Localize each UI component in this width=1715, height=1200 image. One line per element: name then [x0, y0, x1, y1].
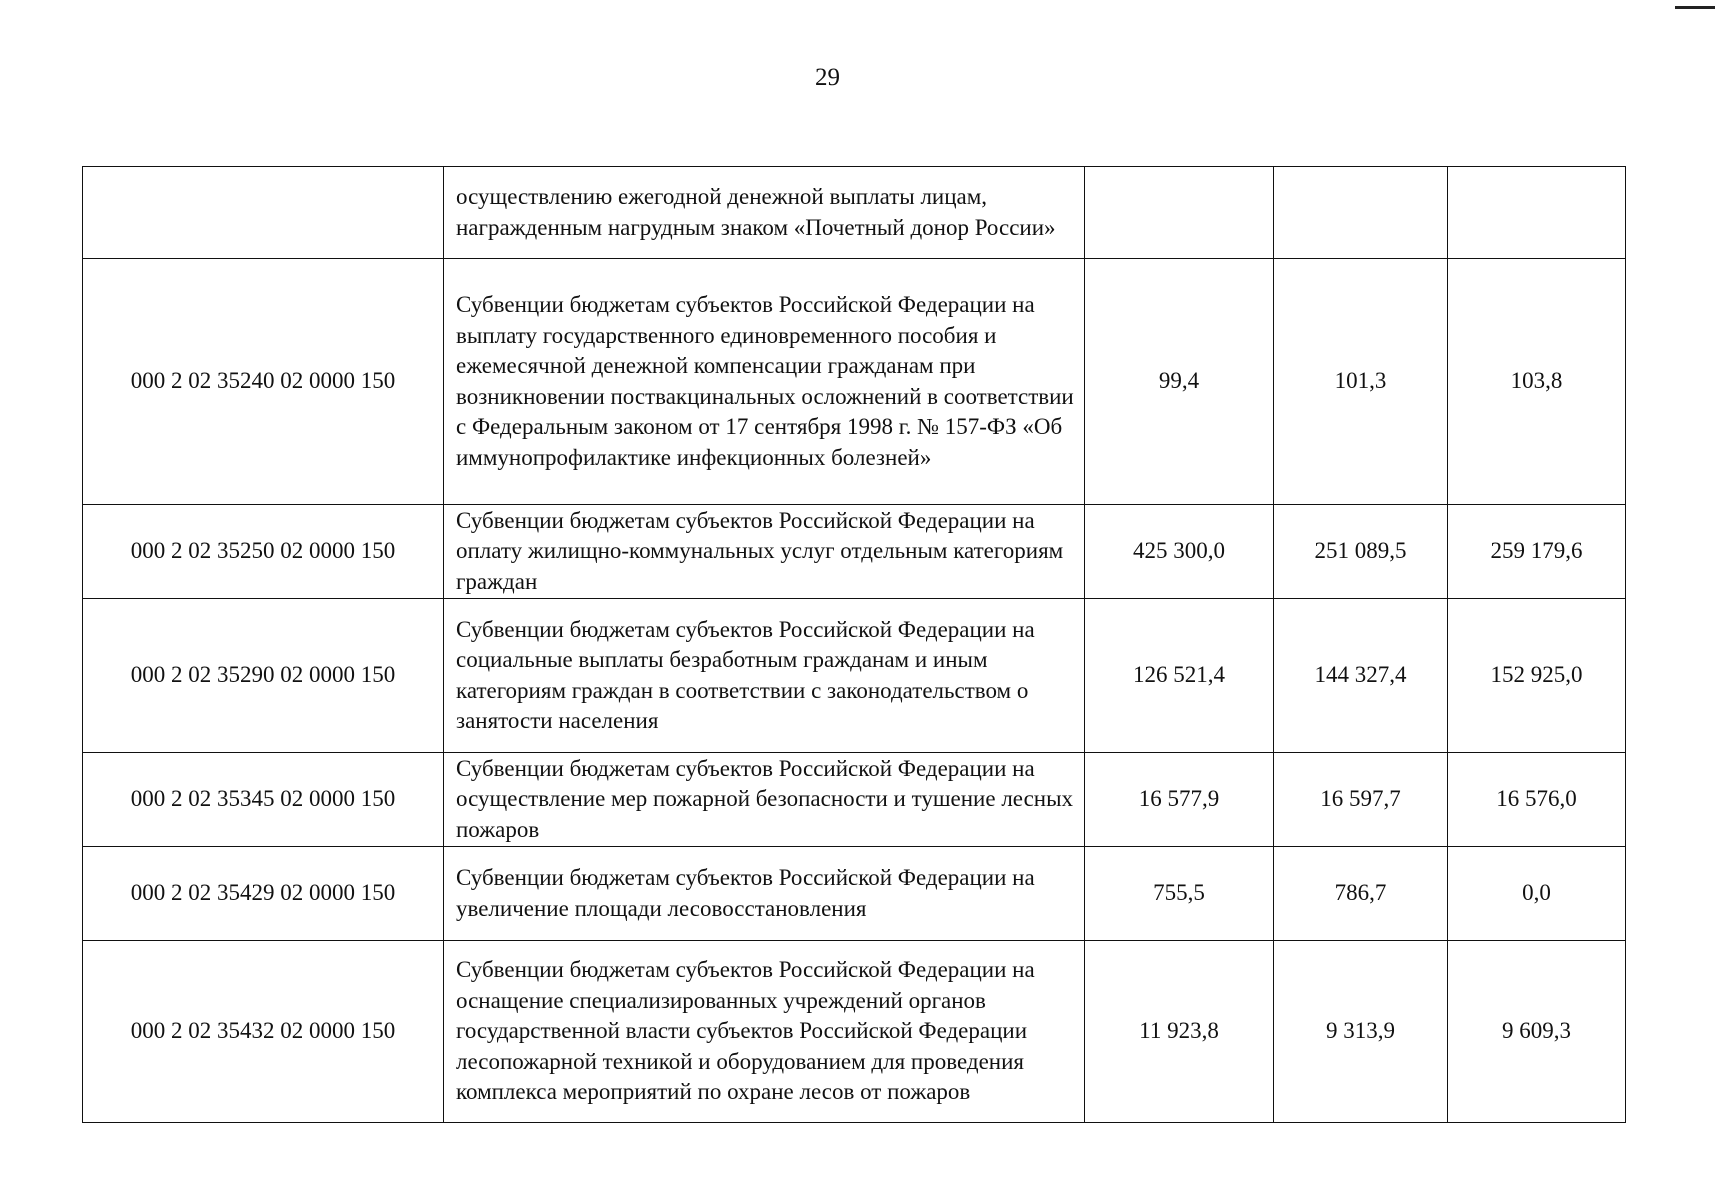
description-cell: Субвенции бюджетам субъектов Российской Федерации на оплату жилищно-коммунальных услуг отдельным категориям граждан — [444, 505, 1085, 599]
value-2-cell: 786,7 — [1274, 847, 1448, 941]
table-row — [83, 259, 1626, 505]
value-1-cell: 126 521,4 — [1085, 599, 1274, 753]
description-cell: Субвенции бюджетам субъектов Российской Федерации на оснащение специализированных учреждений органов государственной власти субъектов Российской Федерации лесопожарной техникой и оборудованием для проведения комплекса мероприятий по охране лесов от пожаров — [444, 941, 1085, 1123]
code-cell: 000 2 02 35240 02 0000 150 — [83, 259, 444, 505]
table-row — [83, 167, 1626, 259]
value-3-cell: 16 576,0 — [1448, 753, 1626, 847]
value-2-cell: 144 327,4 — [1274, 599, 1448, 753]
value-3-cell: 0,0 — [1448, 847, 1626, 941]
code-cell: 000 2 02 35432 02 0000 150 — [83, 941, 444, 1123]
table-row — [83, 505, 1626, 599]
code-cell: 000 2 02 35345 02 0000 150 — [83, 753, 444, 847]
description-cell: осуществлению ежегодной денежной выплаты лицам, награжденным нагрудным знаком «Почетный донор России» — [444, 167, 1085, 259]
budget-table-body — [83, 167, 1626, 1123]
value-3-cell: 9 609,3 — [1448, 941, 1626, 1123]
table-row — [83, 847, 1626, 941]
value-3-cell: 103,8 — [1448, 259, 1626, 505]
value-1-cell: 16 577,9 — [1085, 753, 1274, 847]
table-row — [83, 599, 1626, 753]
description-cell: Субвенции бюджетам субъектов Российской Федерации на выплату государственного единовременного пособия и ежемесячной денежной компенсации гражданам при возникновении поствакцинальных осложнений в соответствии с Федеральным законом от 17 сентября 1998 г. № 157-ФЗ «Об иммунопрофилактике инфекционных болезней» — [444, 259, 1085, 505]
page-number: 29 — [815, 64, 840, 91]
value-1-cell: 425 300,0 — [1085, 505, 1274, 599]
code-cell — [83, 167, 444, 259]
value-2-cell — [1274, 167, 1448, 259]
value-3-cell: 259 179,6 — [1448, 505, 1626, 599]
code-cell: 000 2 02 35250 02 0000 150 — [83, 505, 444, 599]
scan-corner-mark — [1675, 0, 1715, 9]
value-2-cell: 16 597,7 — [1274, 753, 1448, 847]
table-row — [83, 753, 1626, 847]
value-3-cell — [1448, 167, 1626, 259]
value-1-cell: 11 923,8 — [1085, 941, 1274, 1123]
code-cell: 000 2 02 35429 02 0000 150 — [83, 847, 444, 941]
description-cell: Субвенции бюджетам субъектов Российской Федерации на увеличение площади лесовосстановления — [444, 847, 1085, 941]
value-2-cell: 101,3 — [1274, 259, 1448, 505]
value-3-cell: 152 925,0 — [1448, 599, 1626, 753]
table-row — [83, 941, 1626, 1123]
code-cell: 000 2 02 35290 02 0000 150 — [83, 599, 444, 753]
budget-table — [82, 166, 1626, 1123]
description-cell: Субвенции бюджетам субъектов Российской Федерации на осуществление мер пожарной безопасности и тушение лесных пожаров — [444, 753, 1085, 847]
value-1-cell: 755,5 — [1085, 847, 1274, 941]
value-1-cell — [1085, 167, 1274, 259]
value-2-cell: 9 313,9 — [1274, 941, 1448, 1123]
description-cell: Субвенции бюджетам субъектов Российской Федерации на социальные выплаты безработным гражданам и иным категориям граждан в соответствии с законодательством о занятости населения — [444, 599, 1085, 753]
value-2-cell: 251 089,5 — [1274, 505, 1448, 599]
value-1-cell: 99,4 — [1085, 259, 1274, 505]
